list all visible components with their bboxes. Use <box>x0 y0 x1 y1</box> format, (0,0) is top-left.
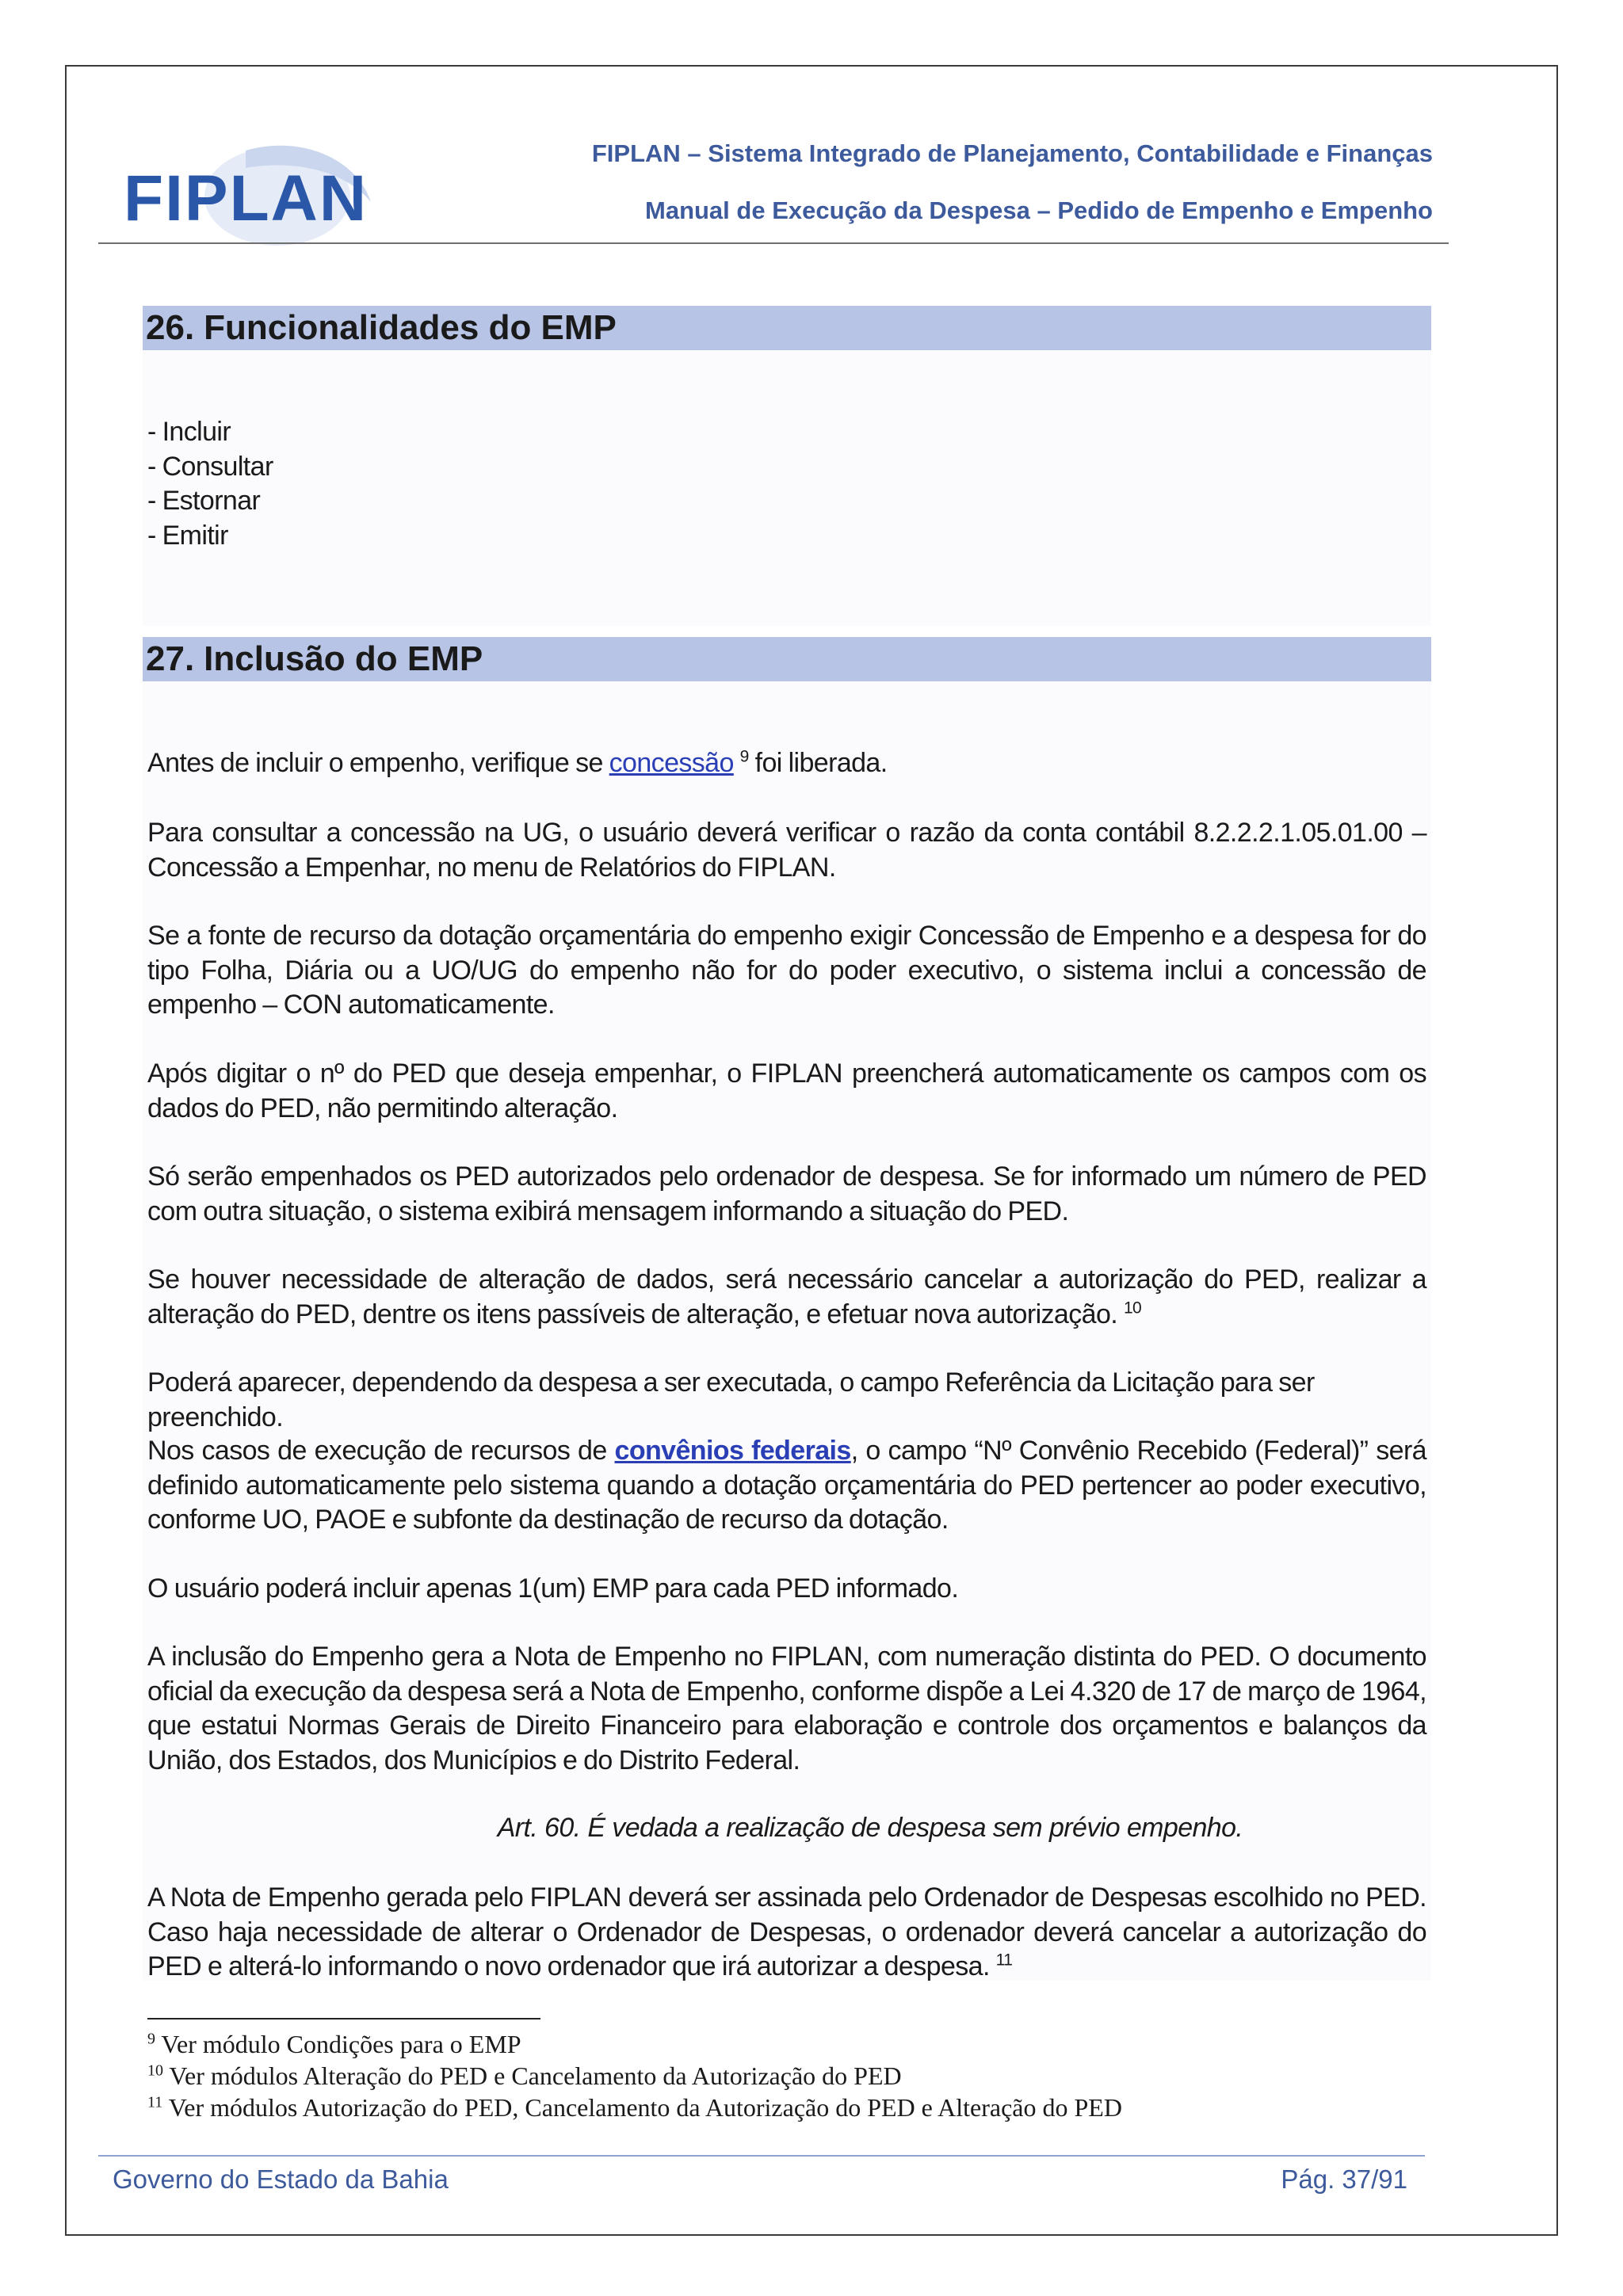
law-quote: Art. 60. É vedada a realização de despesa sem prévio empenho. <box>497 1813 1243 1843</box>
paragraph-8 <box>147 1434 1426 1538</box>
footnote-ref-9: 9 <box>739 747 749 766</box>
section-27-heading <box>143 637 1431 681</box>
convenios-federais-link[interactable]: convênios federais <box>614 1436 851 1466</box>
paragraph-10: A inclusão do Empenho gera a Nota de Empenho no FIPLAN, com numeração distinta do PED. O documento oficial da execução da despesa será a Nota de Empenho, conforme dispõe a Lei 4.320 de 17 de março de 1964, que estatui Normas Gerais de Direito Financeiro para elaboração e controle dos orçamentos e balanços da União, dos Estados, dos Municípios e do Distrito Federal. <box>147 1642 1426 1775</box>
section-27-number: 27. <box>146 639 195 678</box>
footer-divider <box>98 2155 1425 2157</box>
footnote-mark: 9 <box>147 2030 155 2048</box>
footnote-mark: 10 <box>147 2061 163 2080</box>
footnote-9 <box>147 2028 521 2060</box>
footer-page-number: Pág. 37/91 <box>1281 2164 1407 2194</box>
footnote-11 <box>147 2092 1122 2123</box>
concessao-link[interactable]: concessão <box>609 748 734 778</box>
section-26-number: 26. <box>146 308 195 347</box>
list-item: - Consultar <box>147 451 273 482</box>
footnote-ref-10: 10 <box>1123 1299 1142 1318</box>
footnote-text: Ver módulos Autorização do PED, Cancelamento da Autorização do PED e Alteração do PED <box>162 2093 1122 2122</box>
header-divider <box>98 242 1449 244</box>
list-item: - Incluir <box>147 417 231 447</box>
section-26-title: Funcionalidades do EMP <box>204 308 617 347</box>
paragraph-7: Poderá aparecer, dependendo da despesa a ser executada, o campo Referência da Licitação para ser preenchido. <box>147 1367 1315 1432</box>
footnote-text: Ver módulos Alteração do PED e Cancelamento da Autorização do PED <box>163 2061 902 2090</box>
list-item: - Emitir <box>147 520 228 551</box>
paragraph-9: O usuário poderá incluir apenas 1(um) EMP para cada PED informado. <box>147 1573 959 1604</box>
paragraph-1-text: Antes de incluir o empenho, verifique se <box>147 748 609 778</box>
section-26-heading <box>143 306 1431 350</box>
section-26-list <box>147 415 1426 553</box>
list-item: - Estornar <box>147 486 261 516</box>
footnote-divider <box>147 2018 540 2019</box>
paragraph-1-text-end: foi liberada. <box>748 748 888 778</box>
paragraph-2: Para consultar a concessão na UG, o usuário deverá verificar o razão da conta contábil 8.2.2.2.1.05.01.00 – Concessão a Empenhar, no menu de Relatórios do FIPLAN. <box>147 818 1426 883</box>
paragraph-6 <box>147 1263 1426 1332</box>
paragraph-11-text: A Nota de Empenho gerada pelo FIPLAN deverá ser assinada pelo Ordenador de Despesas escolhido no PED. Caso haja necessidade de alterar o Ordenador de Despesas, o ordenador deverá cancelar a autorização do PED e alterá-lo informando o novo ordenador que irá autorizar a despesa. <box>147 1882 1426 1981</box>
paragraph-3: Se a fonte de recurso da dotação orçamentária do empenho exigir Concessão de Empenho e a despesa for do tipo Folha, Diária ou a UO/UG do empenho não for do poder executivo, o sistema inclui a concessão de empenho – CON automaticamente. <box>147 921 1426 1020</box>
paragraph-6-text: Se houver necessidade de alteração de dados, será necessário cancelar a autorização do PED, realizar a alteração do PED, dentre os itens passíveis de alteração, e efetuar nova autorização. <box>147 1264 1426 1329</box>
footnote-text: Ver módulo Condições para o EMP <box>155 2030 521 2058</box>
paragraph-11 <box>147 1881 1426 1985</box>
paragraph-4: Após digitar o nº do PED que deseja empenhar, o FIPLAN preencherá automaticamente os campos com os dados do PED, não permitindo alteração. <box>147 1058 1426 1123</box>
paragraph-5: Só serão empenhados os PED autorizados pelo ordenador de despesa. Se for informado um número de PED com outra situação, o sistema exibirá mensagem informando a situação do PED. <box>147 1161 1426 1226</box>
paragraph-1 <box>147 746 1426 781</box>
svg-text:FIPLAN: FIPLAN <box>124 162 369 235</box>
footer-organization: Governo do Estado da Bahia <box>113 2164 449 2194</box>
header-subtitle: Manual de Execução da Despesa – Pedido de Empenho e Empenho <box>645 196 1433 224</box>
footnote-mark: 11 <box>147 2093 163 2111</box>
fiplan-logo <box>119 127 380 246</box>
section-27-title: Inclusão do EMP <box>204 639 483 678</box>
paragraph-8-text-end: , o campo “Nº Convênio Recebido (Federal)” será definido automaticamente pelo sistema quando a dotação orçamentária do PED pertencer ao poder executivo, conforme UO, PAOE e subfonte da destinação de recurso da dotação. <box>147 1436 1426 1535</box>
footnote-ref-11: 11 <box>995 1951 1013 1970</box>
paragraph-8-text: Nos casos de execução de recursos de <box>147 1436 615 1466</box>
footnote-10 <box>147 2060 902 2092</box>
header-title: FIPLAN – Sistema Integrado de Planejamento, Contabilidade e Finanças <box>591 139 1433 167</box>
